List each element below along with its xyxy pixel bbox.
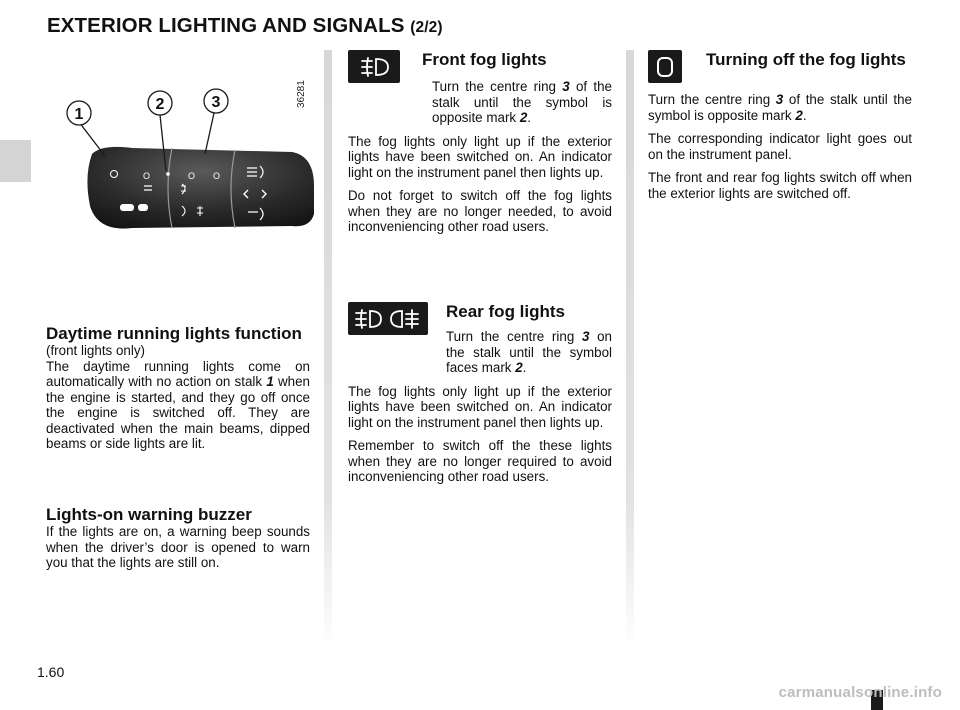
turning-off-p1-text-b: of the stalk until the symbol is opposite mark [648,92,912,123]
rear-fog-p1-ref-1: 3 [581,329,590,344]
rear-fog-p3: Remember to switch off the these lights when they are no longer required to avoid inconveniencing other road users. [348,438,612,484]
front-fog-p1-text-a: Turn the centre ring [432,79,563,94]
daytime-running-lights-section [46,324,310,460]
turning-off-p1-text-a: Turn the centre ring [648,92,776,107]
rear-fog-section [348,302,612,493]
rear-fog-p1-text-a: Turn the centre ring [446,329,582,344]
stalk-marking-3: O [213,171,221,181]
page-title-suffix: (2/2) [410,19,443,36]
rear-fog-p1-ref-2: 2 [515,360,523,375]
front-fog-p1-text-b: of the stalk until the symbol is opposite mark [432,79,612,125]
stalk-body [87,147,314,229]
mark-2-dot [166,172,170,176]
column-divider-left [324,50,332,650]
turning-off-heading: Turning off the fog lights [706,50,906,69]
callout-3: 3 [211,94,221,111]
front-fog-section [348,50,612,243]
stalk-marking-2: O [188,171,196,181]
figure-reference-number: 36281 [296,80,307,108]
daytime-note: (front lights only) [46,343,145,358]
turning-off-header [648,50,912,83]
rear-fog-p1 [348,329,612,376]
rear-fog-p2: The fog lights only light up if the exterior lights have been switched on. An indicator light on the instrument panel then lights up. [348,383,612,430]
buzzer-heading: Lights-on warning buzzer [46,505,252,524]
front-fog-heading: Front fog lights [422,50,547,69]
rear-fog-heading: Rear fog lights [446,302,566,321]
rear-fog-light-icon [348,302,428,335]
turning-off-p2: The corresponding indicator light goes out on the instrument panel. [648,131,912,162]
column-divider-right [626,50,634,650]
front-fog-p2: The fog lights only light up if the exterior lights have been switched on. An indicator light on the instrument panel then lights up. [348,133,612,180]
lighting-stalk-figure [42,56,315,304]
buzzer-body: If the lights are on, a warning beep sounds when the driver’s door is opened to warn you that the lights are still on. [46,524,310,570]
watermark: carmanualsonline.info [778,684,942,701]
daytime-body-text-2: when the engine is started, and they go off once the engine is switched off. They are deactivated when the main beams, dipped beams or side lights are lit. [46,374,310,451]
stalk-marking-1: O [143,171,151,181]
dipped-beam-icon [120,204,134,211]
warning-buzzer-section [46,505,310,579]
front-fog-p1-ref-1: 3 [562,79,570,94]
front-fog-p1-ref-2: 2 [519,110,528,125]
turning-off-p1-ref-1: 3 [775,92,784,107]
callout-2: 2 [155,96,165,113]
front-fog-p3: Do not forget to switch off the fog lights when they are no longer needed, to avoid inconveniencing other road users. [348,188,612,234]
main-beam-icon [138,204,148,211]
daytime-heading: Daytime running lights function [46,324,302,343]
page-number: 1.60 [37,664,65,680]
turning-off-fog-section [648,50,912,209]
daytime-body-ref: 1 [266,374,274,389]
turning-off-p1-ref-2: 2 [795,107,803,123]
turning-off-p3: The front and rear fog lights switch off when the exterior lights are switched off. [648,170,912,201]
daytime-body-text-1: The daytime running lights come on automatically with no action on stalk [46,358,310,389]
page-title-text: EXTERIOR LIGHTING AND SIGNALS [47,14,405,37]
front-fog-p1 [348,79,612,126]
off-position-icon [648,50,682,83]
callout-leader-3 [205,113,214,154]
turning-off-p1 [648,92,912,123]
front-fog-light-icon [348,50,400,83]
page-title [47,14,443,38]
turning-off-p1-text-c: . [802,107,807,123]
callout-leader-1 [79,122,105,156]
rear-fog-p1-text-b: on the stalk until the symbol faces mark [446,329,612,375]
chapter-tab [0,140,31,182]
callout-1: 1 [74,106,84,123]
daytime-body [46,359,310,452]
front-fog-p1-text-c: . [527,110,532,125]
rear-fog-p1-text-c: . [522,360,527,375]
